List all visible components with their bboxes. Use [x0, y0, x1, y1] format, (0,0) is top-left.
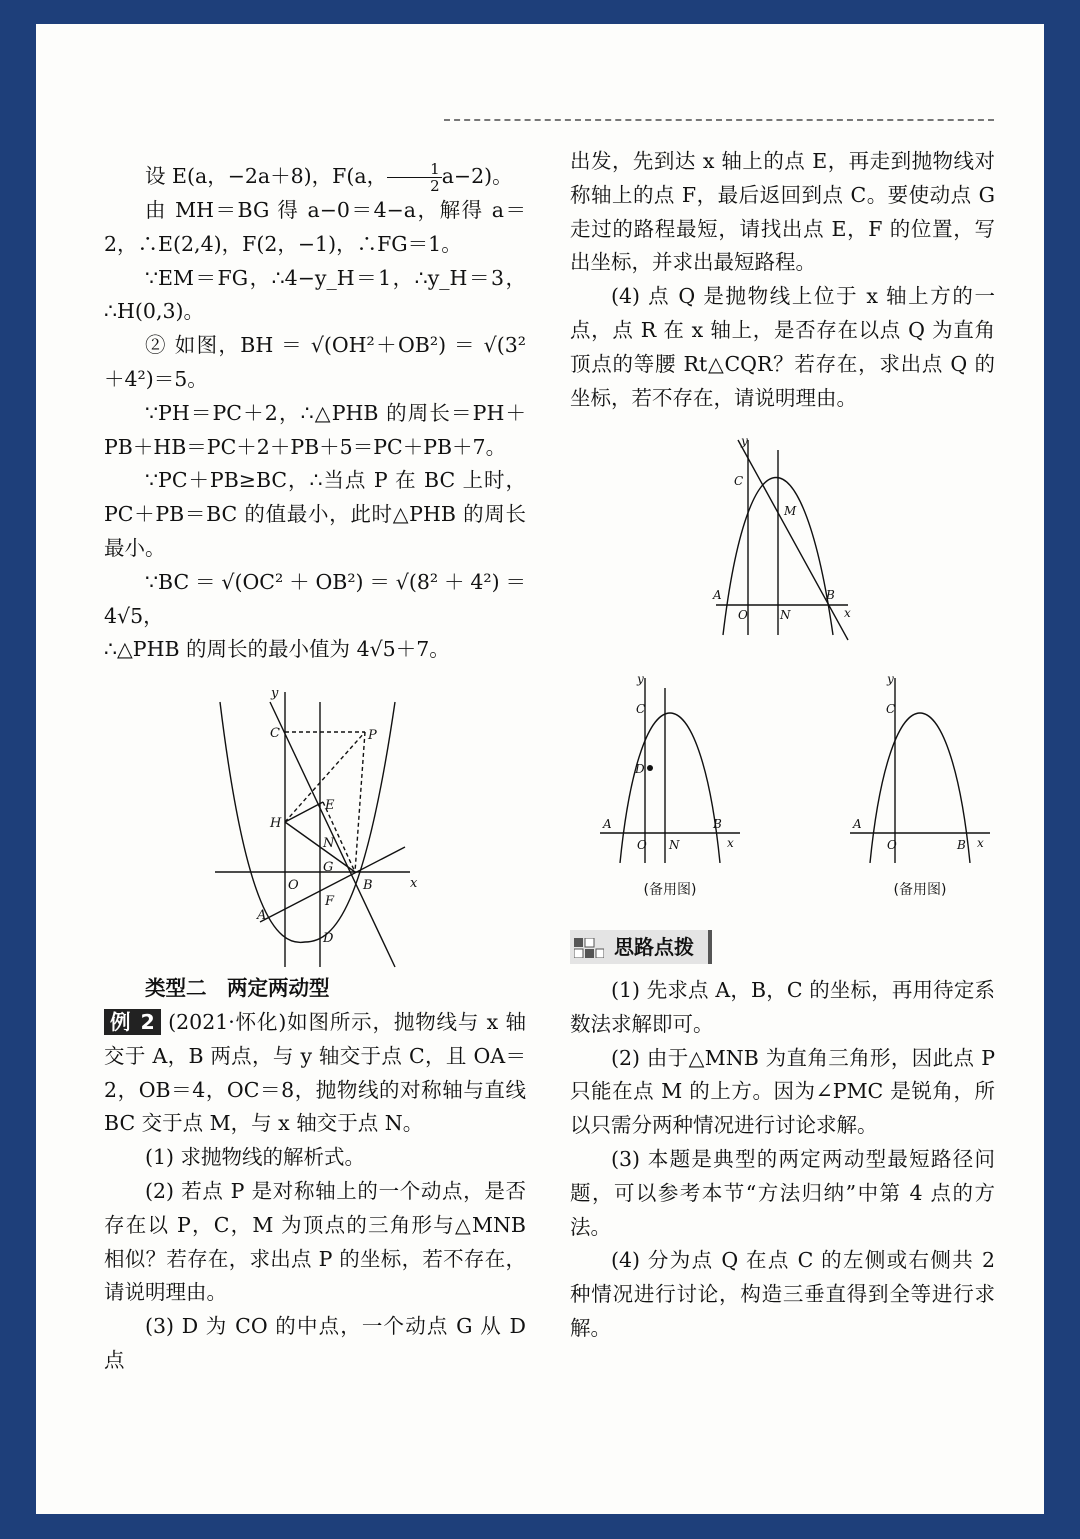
fig2-label-M: M: [783, 504, 796, 519]
hint-title-box: [570, 930, 712, 964]
fraction: $\frac{1}{2}$: [387, 161, 442, 194]
fig1-label-O: O: [288, 878, 299, 894]
fig3-label-y: y: [637, 673, 644, 687]
fig3-label-O: O: [637, 838, 647, 853]
fig3-label-A: A: [603, 817, 612, 832]
fig1-label-G: G: [323, 860, 334, 876]
fig2-label-A: A: [712, 588, 722, 603]
fig4-label-x: x: [977, 836, 984, 851]
fig3-label-N: N: [669, 838, 680, 853]
figure-2-main: [708, 435, 858, 645]
caption-backup-1: (备用图): [643, 882, 697, 899]
hint-2: (2) 由于△MNB 为直角三角形，因此点 P 只能在点 M 的上方。因为∠PMC 是锐角，所以只需分两种情况进行讨论求解。: [570, 1045, 995, 1138]
hint-4: (4) 分为点 Q 在点 C 的左侧或右侧共 2 种情况进行讨论，构造三垂直得到全等进行求解。: [570, 1248, 995, 1340]
hint-1: (1) 先求点 A，B，C 的坐标，再用待定系数法求解即可。: [570, 977, 995, 1036]
right-column: [570, 145, 995, 1346]
fig3-label-C: C: [636, 702, 646, 717]
hint-3: (3) 本题是典型的两定两动型最短路径问题，可以参考本节“方法归纳”中第 4 点的方法。: [570, 1146, 995, 1239]
example-2-text: 例 2 (2021·怀化)如图所示，抛物线与 x 轴交于 A，B 两点，与 y 轴交于点 C，且 OA＝2，OB＝4，OC＝8，抛物线的对称轴与直线 BC 交于点 M，与 x 轴交于点 N。: [104, 1009, 526, 1136]
fig2-label-O: O: [737, 608, 748, 623]
backup-figures-row: [570, 673, 995, 908]
fig3-label-x: x: [727, 836, 734, 851]
fig4-label-A: A: [853, 817, 862, 832]
fig1-label-B: B: [363, 878, 373, 894]
question-3-start: (3) D 为 CO 的中点，一个动点 G 从 D 点: [104, 1314, 526, 1372]
fig1-label-F: F: [325, 894, 335, 910]
fig4-label-O: O: [887, 838, 897, 853]
fig2-label-x: x: [843, 606, 851, 621]
fig2-label-B: B: [825, 588, 835, 603]
fig1-label-D: D: [323, 931, 334, 947]
caption-backup-2: (备用图): [893, 882, 947, 899]
fig2-label-C: C: [733, 474, 743, 489]
fig4-label-y: y: [887, 673, 894, 687]
example-tag: 例 2: [104, 1009, 161, 1035]
fig1-label-H: H: [270, 816, 282, 832]
backup-figure-2: [845, 673, 995, 908]
fig1-label-x: x: [410, 876, 418, 892]
question-4: (4) 点 Q 是抛物线上位于 x 轴上方的一点，点 R 在 x 轴上，是否存在以点 Q 为直角顶点的等腰 Rt△CQR？若存在，求出点 Q 的坐标，若不存在，请说明理由。: [570, 284, 995, 410]
figure-3-backup: [595, 673, 745, 863]
solution-line-4: ② 如图，BH ＝ √(OH²＋OB²) ＝ √(3²＋4²)＝5。: [104, 333, 526, 391]
left-column: [104, 160, 526, 1378]
fig1-label-N: N: [323, 836, 335, 852]
figure-1-parabola: [205, 687, 425, 972]
fig1-label-C: C: [270, 726, 280, 742]
solution-line-3: ∵EM＝FG，∴4−y_H＝1，∴y_H＝3，∴H(0,3)。: [104, 265, 526, 324]
type-heading: 类型二 两定两动型: [145, 976, 330, 1001]
fig1-label-A: A: [257, 908, 267, 924]
fig2-label-y: y: [740, 435, 748, 449]
page: [36, 24, 1044, 1514]
fig4-label-C: C: [886, 702, 896, 717]
grid-deco-icon: [574, 938, 604, 958]
solution-line-5: ∵PH＝PC＋2，∴△PHB 的周长＝PH＋PB＋HB＝PC＋2＋PB＋5＝PC＋PB＋7。: [104, 400, 526, 459]
question-3-continued: 出发，先到达 x 轴上的点 E，再走到抛物线对称轴上的点 F，最后返回到点 C。要使动点 G 走过的路程最短，请找出点 E，F 的位置，写出坐标，并求出最短路程。: [570, 149, 995, 275]
fig3-label-B: B: [713, 817, 722, 832]
header-rule: [444, 119, 994, 121]
question-2: (2) 若点 P 是对称轴上的一个动点，是否存在以 P，C，M 为顶点的三角形与△MNB 相似？若存在，求出点 P 的坐标，若不存在，请说明理由。: [104, 1178, 526, 1305]
fig3-label-D: D: [635, 762, 645, 777]
fig2-label-N: N: [779, 608, 790, 623]
solution-line-2: 由 MH＝BG 得 a−0＝4−a，解得 a＝2，∴E(2,4)，F(2，−1)，∴FG＝1。: [104, 198, 526, 256]
figure-4-backup: [845, 673, 995, 863]
solution-line-1: 设 E(a，−2a＋8)，F(a， $\frac{1}{2}$ a−2)。: [145, 160, 513, 195]
backup-figure-1: [595, 673, 745, 908]
solution-line-7: ∵BC＝√(OC²＋OB²)＝√(8²＋4²)＝4√5，: [104, 569, 526, 628]
fig1-label-E: E: [325, 798, 335, 814]
hint-section-header: [570, 930, 995, 964]
solution-line-6: ∵PC＋PB≥BC，∴当点 P 在 BC 上时，PC＋PB＝BC 的值最小，此时△PHB 的周长最小。: [104, 468, 526, 560]
question-1: (1) 求抛物线的解析式。: [145, 1145, 366, 1170]
hint-title: 思路点拨: [614, 934, 694, 959]
fig1-label-y: y: [271, 687, 279, 702]
solution-line-8: ∴△PHB 的周长的最小值为 4√5＋7。: [104, 637, 450, 662]
fig1-label-P: P: [368, 728, 377, 744]
fig4-label-B: B: [957, 838, 966, 853]
